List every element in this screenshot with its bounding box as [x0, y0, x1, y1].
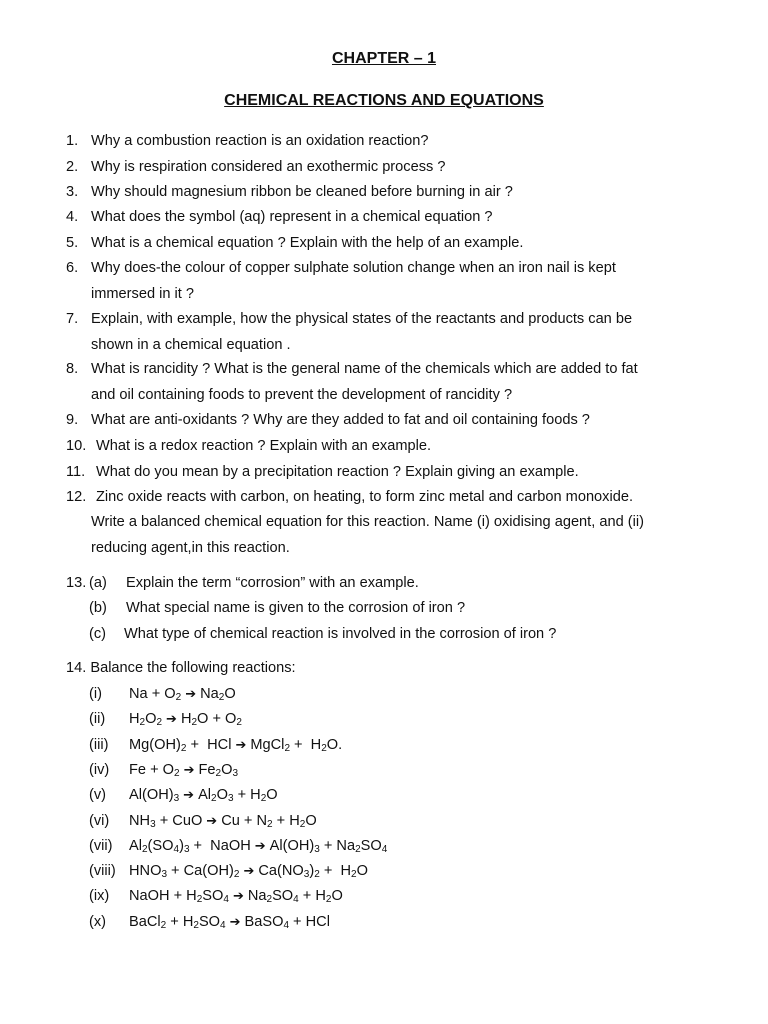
- question-number: 8.: [66, 361, 79, 377]
- part-text: Explain the term “corrosion” with an example.: [126, 575, 419, 591]
- part-label: (b): [89, 600, 107, 616]
- reaction-reactants: BaCl$_2$ + $H_2SO_4$: [129, 914, 226, 931]
- page-title-text: CHEMICAL REACTIONS AND EQUATIONS: [224, 92, 544, 109]
- reaction-products: BaSO$_4$ + HCl: [244, 914, 330, 931]
- question-text: Write a balanced chemical equation for this reaction. Name (i) oxidising agent, and (ii): [91, 514, 644, 530]
- part-text: What type of chemical reaction is involved in the corrosion of iron ?: [124, 626, 557, 642]
- reaction-label: (iii): [89, 737, 109, 753]
- reaction-label: (vii): [89, 838, 113, 854]
- reaction-products: MgCl$_2$ + $H_2O$.: [250, 737, 343, 754]
- question-text: and oil containing foods to prevent the development of rancidity ?: [91, 387, 513, 403]
- question-text: What is rancidity ? What is the general name of the chemicals which are added to fat: [91, 361, 638, 377]
- question-text: Why a combustion reaction is an oxidation reaction?: [91, 133, 429, 149]
- question-text: reducing agent,in this reaction.: [91, 540, 290, 556]
- reaction-reactants: $HNO_3 + Ca(OH)_2$: [129, 863, 240, 880]
- arrow-right-icon: ➔: [185, 687, 197, 702]
- question-number: 5.: [66, 235, 79, 251]
- arrow-right-icon: ➔: [243, 864, 255, 879]
- question-text: What do you mean by a precipitation reaction ? Explain giving an example.: [96, 464, 579, 480]
- chapter-heading: [0, 50, 768, 68]
- question-14-title-text: 14. Balance the following reactions:: [66, 660, 296, 676]
- reaction-equation: [129, 684, 236, 705]
- page-title: [0, 92, 768, 110]
- reaction-equation: [129, 760, 238, 781]
- reaction-equation: [129, 886, 343, 907]
- reaction-reactants: NaOH + $H_2SO_4$: [129, 888, 229, 905]
- question-text: What is a redox reaction ? Explain with an example.: [96, 438, 432, 454]
- reaction-label: (ix): [89, 888, 110, 904]
- question-number: 1.: [66, 133, 79, 149]
- question-number: 2.: [66, 159, 79, 175]
- question-text: Explain, with example, how the physical states of the reactants and products can be: [91, 311, 633, 327]
- reaction-label: (viii): [89, 863, 116, 879]
- question-number: 9.: [66, 412, 79, 428]
- arrow-right-icon: ➔: [229, 915, 241, 930]
- reaction-reactants: $Al_2(SO_4)_3$ + NaOH: [129, 838, 251, 855]
- reaction-products: $Al(OH)_3 + Na_2SO_4$: [269, 838, 388, 855]
- question-text: Why should magnesium ribbon be cleaned before burning in air ?: [91, 184, 513, 200]
- reaction-label: (i): [89, 686, 102, 702]
- question-number: 13.: [66, 575, 87, 591]
- reaction-label: (v): [89, 787, 107, 803]
- reaction-equation: [129, 836, 387, 857]
- reaction-reactants: $H_2O_2$: [129, 711, 163, 728]
- arrow-right-icon: ➔: [254, 839, 266, 854]
- question-number: 7.: [66, 311, 79, 327]
- reaction-reactants: $Na + O_2$: [129, 686, 182, 703]
- question-number: 10.: [66, 438, 87, 454]
- reaction-equation: [129, 735, 342, 756]
- reaction-label: (iv): [89, 762, 110, 778]
- question-text: What does the symbol (aq) represent in a chemical equation ?: [91, 209, 493, 225]
- reaction-equation: [129, 709, 242, 730]
- reaction-products: $Ca(NO_3)_2 + H_2O$: [258, 863, 368, 880]
- question-number: 3.: [66, 184, 79, 200]
- question-number: 4.: [66, 209, 79, 225]
- arrow-right-icon: ➔: [235, 738, 247, 753]
- arrow-right-icon: ➔: [183, 763, 195, 778]
- reaction-products: $Na_2O$: [200, 686, 236, 703]
- reaction-label: (ii): [89, 711, 106, 727]
- reaction-equation: [129, 912, 330, 933]
- question-text: Why is respiration considered an exothermic process ?: [91, 159, 446, 175]
- question-number: 11.: [66, 464, 86, 480]
- question-text: immersed in it ?: [91, 286, 194, 302]
- question-number: 6.: [66, 260, 79, 276]
- question-text: Why does-the colour of copper sulphate solution change when an iron nail is kept: [91, 260, 616, 276]
- question-text: What is a chemical equation ? Explain with the help of an example.: [91, 235, 524, 251]
- reaction-equation: [129, 811, 317, 832]
- part-label: (c): [89, 626, 107, 642]
- arrow-right-icon: ➔: [183, 788, 195, 803]
- part-text: What special name is given to the corrosion of iron ?: [126, 600, 466, 616]
- reaction-products: $H_2O + O_2$: [180, 711, 242, 728]
- question-text: What are anti-oxidants ? Why are they added to fat and oil containing foods ?: [91, 412, 590, 428]
- reaction-products: $Na_2SO_4 + H_2O$: [247, 888, 343, 905]
- reaction-reactants: $Fe + O_2$: [129, 762, 180, 779]
- reaction-reactants: $Mg(OH)_2$ + HCl: [129, 737, 232, 754]
- reaction-reactants: $Al(OH)_3$: [129, 787, 180, 804]
- reaction-equation: [129, 785, 278, 806]
- question-text: shown in a chemical equation .: [91, 337, 291, 353]
- reaction-products: $Al_2O_3 + H_2O$: [198, 787, 278, 804]
- arrow-right-icon: ➔: [232, 889, 244, 904]
- arrow-right-icon: ➔: [166, 712, 177, 727]
- part-label: (a): [89, 575, 107, 591]
- reaction-reactants: $NH_3$ + CuO: [129, 813, 203, 830]
- reaction-equation: [129, 861, 368, 882]
- reaction-products: $Fe_2O_3$: [198, 762, 238, 779]
- question-number: 12.: [66, 489, 87, 505]
- question-text: Zinc oxide reacts with carbon, on heating, to form zinc metal and carbon monoxide.: [96, 489, 634, 505]
- reaction-label: (vi): [89, 813, 110, 829]
- reaction-label: (x): [89, 914, 107, 930]
- arrow-right-icon: ➔: [206, 814, 218, 829]
- reaction-products: $Cu + N_2 + H_2O$: [221, 813, 317, 830]
- chapter-heading-text: CHAPTER – 1: [331, 50, 437, 67]
